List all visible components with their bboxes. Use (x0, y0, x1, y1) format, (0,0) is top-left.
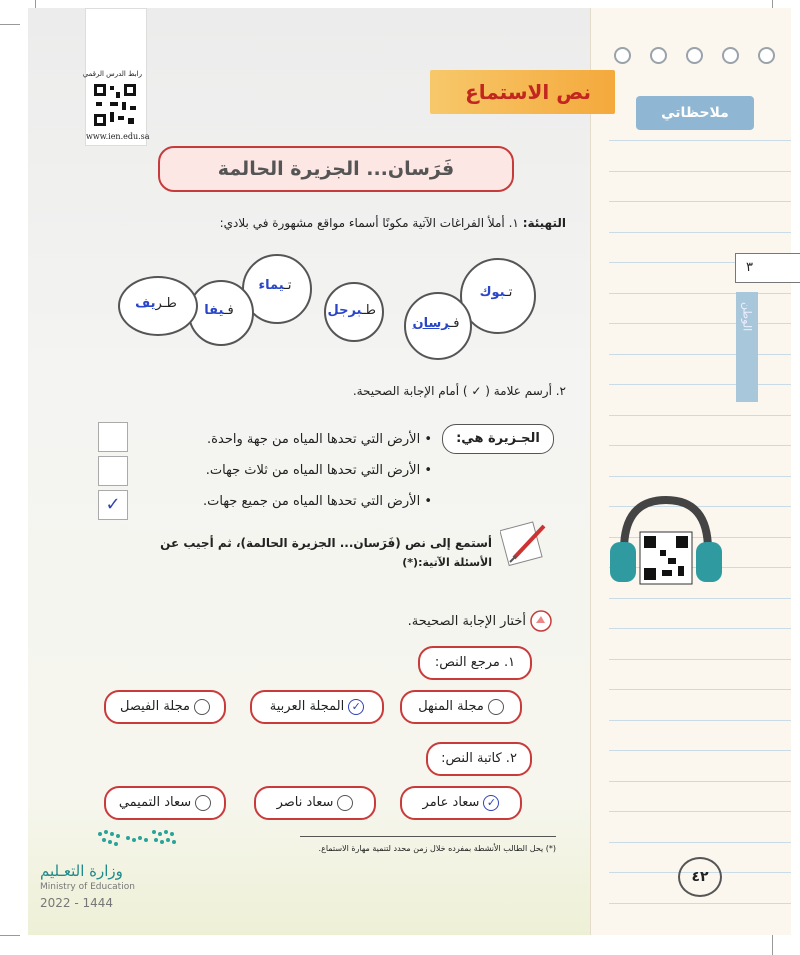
notes-rule-line (609, 445, 791, 446)
qr-caption: رابط الدرس الرقمي (82, 70, 142, 78)
notes-rule-line (609, 232, 791, 233)
page-number: ٤٢ (678, 857, 722, 897)
listen-instruction-2: الأسئلة الآتية:(*) (402, 556, 492, 569)
notes-rule-line (609, 811, 791, 812)
footnote-divider (300, 836, 556, 837)
bubble-word: تـبوك (479, 285, 513, 300)
radio-icon[interactable] (488, 699, 504, 715)
notes-rule-line (609, 720, 791, 721)
option-text: • الأرض التي تحدها المياه من ثلاث جهات. (205, 463, 432, 478)
notes-rule-line (609, 140, 791, 141)
warmup-label: التهيئة: (522, 216, 566, 230)
unit-tab: ٣ (735, 253, 800, 283)
notes-rule-line (609, 689, 791, 690)
listen-instruction: أستمع إلى نص (فَرَسان... الجزيرة الحالمة)، ثم أجيب عن (160, 536, 492, 550)
notes-rule-line (609, 415, 791, 416)
option-text: • الأرض التي تحدها المياه من جميع جهات. (202, 494, 432, 509)
ministry-logo-icon (94, 826, 190, 856)
binder-ring-icon (614, 47, 631, 64)
qr-code-icon[interactable] (92, 82, 138, 128)
notes-rule-line (609, 354, 791, 355)
radio-checked-icon[interactable]: ✓ (348, 699, 364, 715)
ministry-name-english: Ministry of Education (40, 882, 135, 892)
footnote: (*) يحل الطالب الأنشطة بمفرده خلال زمن محدد لتنمية مهارة الاستماع. (318, 844, 556, 853)
q1-option-3[interactable]: مجلة الفيصل (104, 690, 226, 724)
unit-vertical-tab: الوطن (736, 292, 758, 402)
bubble-word: طـريف (135, 296, 177, 311)
qr-url: www.ien.edu.sa (86, 132, 150, 141)
q1-option-1[interactable]: مجلة المنهل (400, 690, 522, 724)
notes-rule-line (609, 323, 791, 324)
section-title-ribbon: نص الاستماع (430, 70, 615, 114)
binder-ring-icon (650, 47, 667, 64)
answer-checkbox[interactable] (98, 422, 128, 452)
crop-mark (0, 935, 20, 936)
notes-rule-line (609, 201, 791, 202)
radio-icon[interactable] (337, 795, 353, 811)
notes-rule-line (609, 293, 791, 294)
ministry-name-arabic: وزارة التعـليم (40, 862, 123, 880)
warmup-line (88, 216, 566, 230)
crop-mark (0, 24, 20, 25)
radio-checked-icon[interactable]: ✓ (483, 795, 499, 811)
ministry-year: 2022 - 1444 (40, 896, 114, 910)
notes-rule-line (609, 598, 791, 599)
bubble-word: طـبرجل (327, 303, 376, 318)
write-answer-icon (500, 518, 550, 568)
notes-rule-line (609, 384, 791, 385)
crop-mark (772, 935, 773, 955)
notes-heading: ملاحظاتي (636, 96, 754, 130)
lesson-title: فَرَسان... الجزيرة الحالمة (158, 146, 514, 192)
binder-ring-icon (686, 47, 703, 64)
crop-mark (35, 0, 36, 8)
radio-icon[interactable] (194, 699, 210, 715)
notes-rule-line (609, 659, 791, 660)
binder-ring-icon (722, 47, 739, 64)
q1-label: ١. مرجع النص: (418, 646, 532, 680)
choose-instruction: أختار الإجابة الصحيحة. (407, 614, 526, 629)
option-text: • الأرض التي تحدها المياه من جهة واحدة. (207, 432, 432, 447)
answer-checkbox[interactable] (98, 456, 128, 486)
bubble-word: تـيماء (258, 278, 292, 293)
q2-option-1[interactable]: ✓سعاد عامر (400, 786, 522, 820)
radio-icon[interactable] (195, 795, 211, 811)
bubble-word: فـيفا (204, 303, 234, 318)
notes-rule-line (609, 903, 791, 904)
binder-ring-icon (758, 47, 775, 64)
notes-rule-line (609, 781, 791, 782)
island-label: الجـزيرة هي: (442, 424, 554, 454)
notes-rule-line (609, 842, 791, 843)
notes-rule-line (609, 750, 791, 751)
q1-option-2[interactable]: ✓المجلة العربية (250, 690, 384, 724)
notes-rule-line (609, 171, 791, 172)
q2-label: ٢. كاتبة النص: (426, 742, 532, 776)
notes-rule-line (609, 628, 791, 629)
task2-instruction: ٢. أرسم علامة ( ✓ ) أمام الإجابة الصحيحة. (352, 384, 566, 398)
activity-icon (530, 610, 552, 632)
warmup-instruction: ١. أملأ الفراغات الآتية مكونًا أسماء مواقع مشهورة في بلادي: (219, 216, 519, 230)
q2-option-2[interactable]: سعاد ناصر (254, 786, 376, 820)
bubble-word: فـرسان (412, 316, 460, 331)
answer-checkbox-checked[interactable]: ✓ (98, 490, 128, 520)
headphones-qr-icon[interactable] (606, 490, 726, 590)
q2-option-3[interactable]: سعاد التميمي (104, 786, 226, 820)
notes-rule-line (609, 476, 791, 477)
notes-sidebar (590, 8, 791, 935)
